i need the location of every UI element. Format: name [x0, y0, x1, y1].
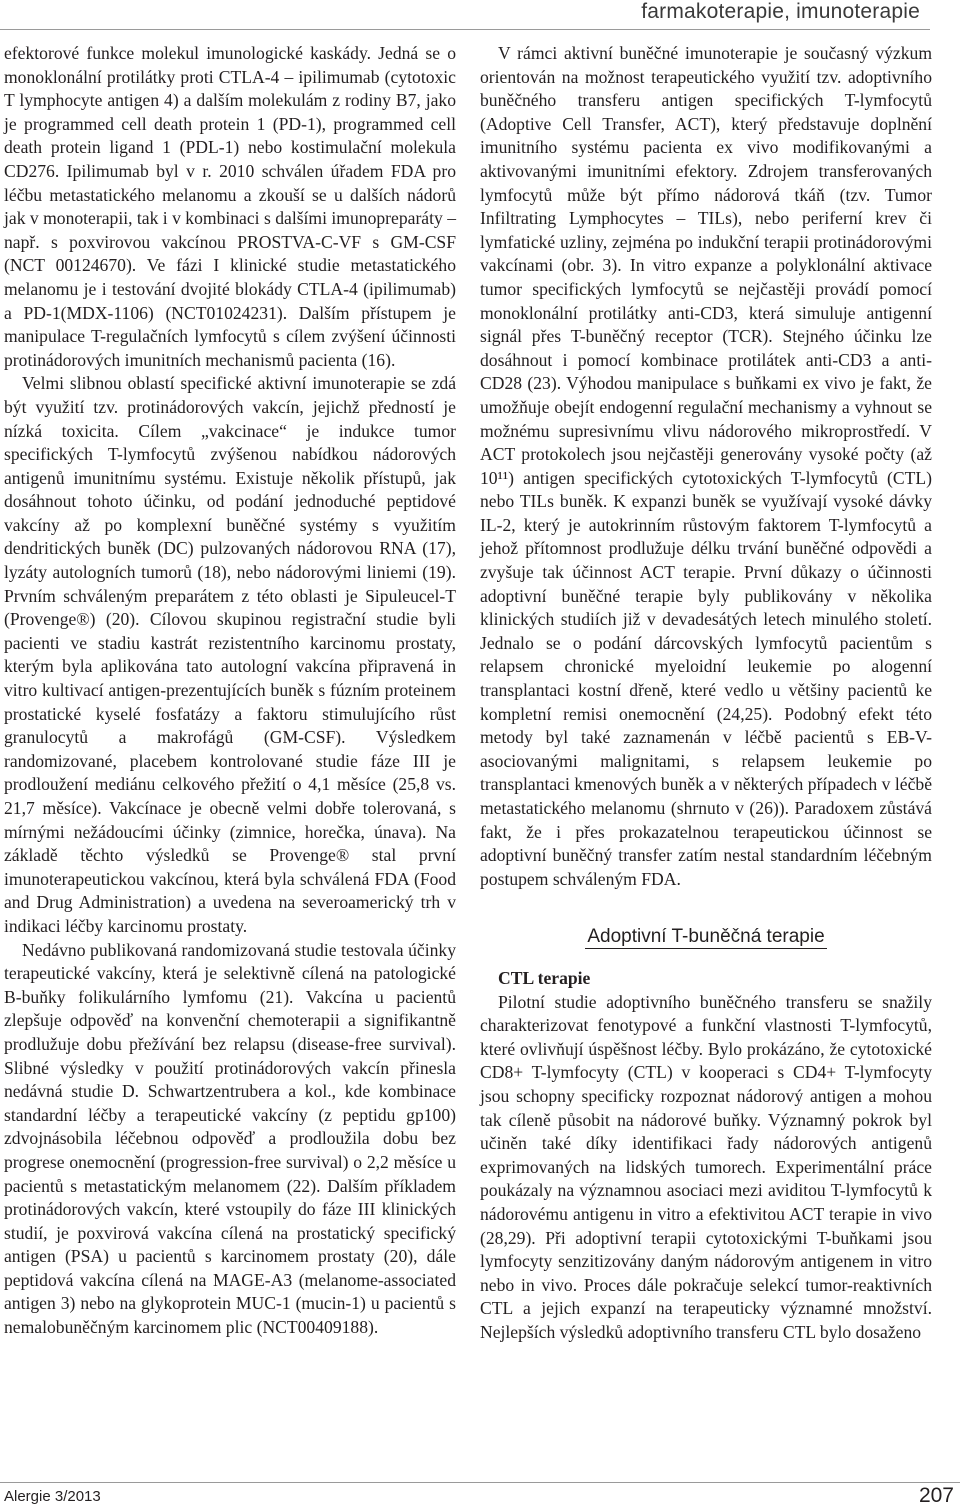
right-column [480, 42, 932, 1344]
journal-issue: Alergie 3/2013 [4, 1488, 101, 1505]
left-column [4, 42, 456, 1340]
paragraph: V rámci aktivní buněčné imunoterapie je současný výzkum orientován na možnost terapeutického využití tzv. adoptivního buněčného transferu antigen specifických T-lymfocytů (Adoptive Cell Transfer, ACT), který představuje doplnění imunitního systému pacienta ex vivo modifikovanými a aktivovanými imunitními efektory. Zdrojem transferovaných lymfocytů může být přímo nádorová tkáň (tzv. Tumor Infiltrating Lymphocytes – TILs), nebo periferní krev či lymfatické uzliny, zejména po indukční terapii protinádorovými vakcínami (obr. 3). In vitro expanze a polyklonální aktivace tumor specifických lymfocytů se nejčastěji provádí pomocí monoklonální protilátky anti-CD3, která simuluje antigenní signál přes T-buněčný receptor (TCR). Stejného účinku lze dosáhnout i pomocí kombinace protilátek anti-CD3 a anti-CD28 (23). Výhodou manipulace s buňkami ex vivo je fakt, že umožňuje obejít endogenní regulační mechanismy a vyhnout se možnému supresivnímu vlivu nádorového mikroprostředí. V ACT protokolech jsou nejčastěji generovány vysoké počty (až 10¹¹) antigen specifických cytotoxických T-lymfocytů (CTL) nebo TILs buněk. K expanzi buněk se využívají vysoké dávky IL-2, který je autokrinním růstovým faktorem T-lymfocytů a jehož přítomnost prodlužuje délku trvání buněčné odpovědi a zvyšuje tak účinnost ACT terapie. První důkazy o účinnosti adoptivní buněčné terapie byly publikovány v několika klinických studiích již v devadesátých letech minulého století. Jednalo se o podání dárcovských lymfocytů pacientům s relapsem chronické myeloidní leukemie po alogenní transplantaci kostní dřeně, které vedlo u většiny pacientů ke kompletní remisi onemocnění (24,25). Podobný efekt této metody byl také zaznamenán v léčbě pacientů s EB-V-asociovanými malignitami, s relapsem leukemie po transplantaci kmenových buněk a v některých případech v léčbě metastatického melanomu (shrnuto v (26)). Paradoxem zůstává fakt, že i přes prokazatelnou terapeutickou účinnost se adoptivní buněčný transfer zatím nestal standardním léčebným postupem schváleným FDA. [480, 43, 932, 889]
page-number: 207 [918, 1484, 954, 1507]
section-heading [480, 925, 932, 949]
subheading: CTL terapie [498, 967, 591, 988]
paragraph: efektorové funkce molekul imunologické kaskády. Jedná se o monoklonální protilátky proti CTLA-4 – ipilimumab (cytotoxic T lymphocyte antigen 4) a dalším molekulám z rodiny B7, jako je programmed cell death protein 1 (PD-1), programmed cell death protein ligand 1 (PDL-1) nebo kostimulační molekula CD276. Ipilimumab byl v r. 2010 schválen úřadem FDA pro léčbu metastatického melanomu a zkouší se u dalších nádorů jak v monoterapii, tak i v kombinaci s dalšími imunopreparáty – např. s poxvirovou vakcínou PROSTVA-C-VF s GM-CSF (NCT 00124670). Ve fázi I klinické studie metastatického melanomu je i testování dvojité blokády CTLA-4 (ipilimumab) a PD-1(MDX-1106) (NCT01024231). Dalším přístupem je manipulace T-regulačních lymfocytů s cílem zvýšení účinnosti protinádorových imunitních mechanismů pacienta (16). [4, 43, 456, 370]
paragraph: Velmi slibnou oblastí specifické aktivní imunoterapie se zdá být využití tzv. protinádorových vakcín, jejichž předností je nízká toxicita. Cílem „vakcinace“ je indukce tumor specifických T-lymfocytů zvýšenou nabídkou nádorových antigenů imunitnímu systému. Existuje několik přístupů, jak dosáhnout tohoto účinku, od podání jednoduché peptidové vakcíny až po komplexní buněčné systémy s využitím dendritických buněk (DC) pulzovaných nádorovou RNA (17), lyzáty autologních tumorů (18), nebo nádorovými liniemi (19). Prvním schváleným preparátem z této oblasti je Sipuleucel-T (Provenge®) (20). Cílovou skupinou registrační studie byli pacienti ve stadiu kastrát rezistentního karcinomu prostaty, kterým byla aplikována tato autologní vakcína připravená in vitro kultivací antigen-prezentujících buněk s fúzním proteinem prostatické kyselé fosfatázy a faktoru stimulujícího růst granulocytů a makrofágů (GM-CSF). Výsledkem randomizované, placebem kontrolované studie fáze III je prodloužení mediánu celkového přežití o 4,1 měsíce (25,8 vs. 21,7 měsíce). Vakcínace je obecně velmi dobře tolerovaná, s mírnými nežádoucími účinky (zimnice, horečka, únava). Na základě těchto výsledků se Provenge® stal první imunoterapeutickou vakcínou, která byla schválená FDA (Food and Drug Administration) a uvedena na severoamerický trh v indikaci léčby karcinomu prostaty. [4, 373, 456, 936]
page-corner-icon [930, 0, 960, 30]
section-tag: farmakoterapie, imunoterapie [631, 0, 920, 26]
paragraph: Pilotní studie adoptivního buněčného transferu se snažily charakterizovat fenotypové a funkční vlastnosti T-lymfocytů, které ovlivňují úspěšnost léčby. Bylo prokázáno, že cytotoxické CD8+ T-lymfocyty (CTL) v kooperaci s CD4+ T-lymfocyty jsou schopny specificky rozpoznat nádorový antigen a mohou tak cíleně působit na nádorové buňky. Významný pokrok byl učiněn také díky identifikaci řady nádorových antigenů exprimovaných na lidských tumorech. Experimentální práce poukázaly na významnou asociaci mezi aviditou T-lymfocytů k nádorovému antigenu in vitro a efektivitou ACT terapie in vivo (28,29). Při adoptivní terapii cytotoxickými T-buňkami jsou lymfocyty senzitizovány daným nádorovým antigenem in vitro nebo in vivo. Proces dále pokračuje selekcí tumor-reaktivních CTL a jejich expanzí na terapeuticky významné množství. Nejlepších výsledků adoptivního transferu CTL bylo dosaženo [480, 991, 932, 1342]
paragraph: Nedávno publikovaná randomizovaná studie testovala účinky terapeutické vakcíny, která je selektivně cílená na patologické B-buňky folikulárního lymfomu (21). Vakcína u pacientů zlepšuje odpověď na konvenční chemoterapii a signifikantně prodlužuje dobu přežívání bez relapsu (disease-free survival). Slibné výsledky v použití protinádorových vakcín přinesla nedávná studie D. Schwartzentrubera a kol., kde kombinace standardní léčby a terapeutické vakcíny (z peptidu gp100) zdvojnásobila léčebnou odpověď a prodloužila dobu bez progrese onemocnění (progression-free survival) o 2,2 měsíce u pacientů s metastatickým melanomem (22). Dalším příkladem protinádorových vakcín, které vstoupily do fáze III klinických studií, je poxvirová vakcína cílená na prostatický specifický antigen (PSA) u pacientů s karcinomem prostaty (20), dále peptidová vakcína cílená na MAGE-A3 (melanome-associated antigen 3) nebo na glykoprotein MUC-1 (mucin-1) u pacientů s nemalobuněčným karcinomem plic (NCT00409188). [4, 939, 456, 1338]
header-rule [0, 29, 960, 30]
section-heading-text: Adoptivní T-buněčná terapie [587, 926, 825, 948]
footer-rule [0, 1482, 960, 1483]
